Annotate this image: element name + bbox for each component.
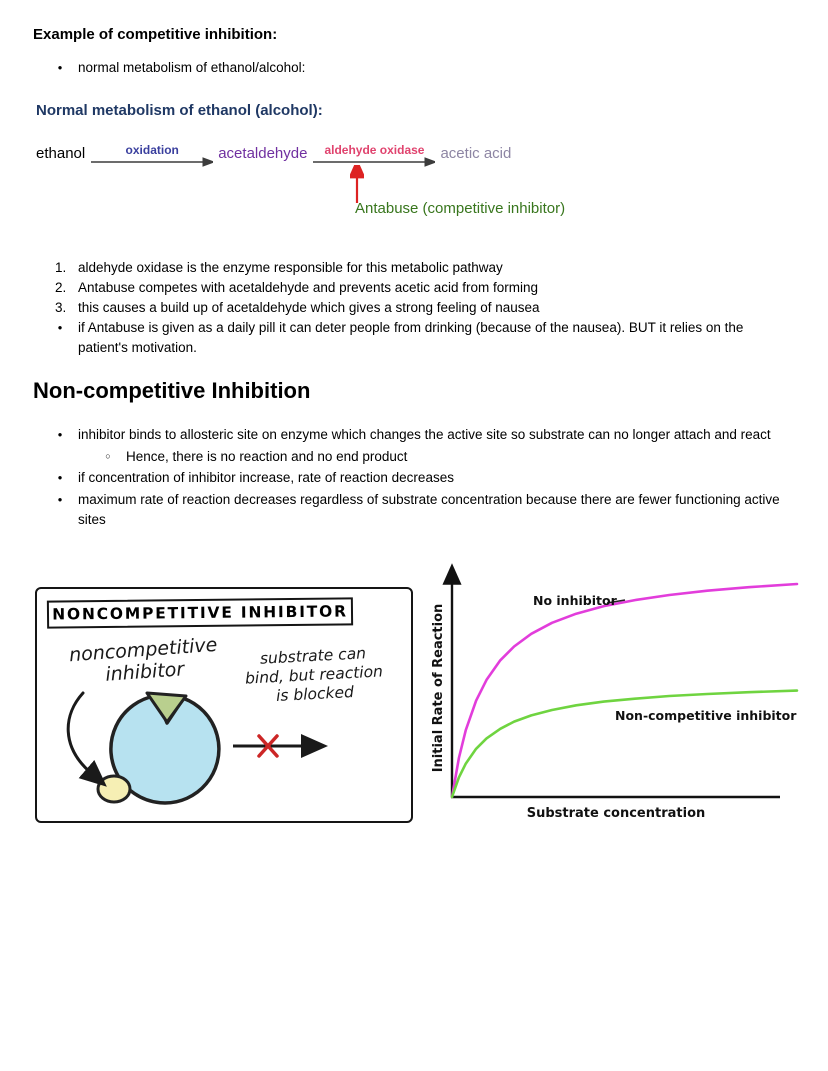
pathway-title: Normal metabolism of ethanol (alcohol): [36,102,323,119]
step2-label: aldehyde oxidase [324,143,425,157]
noncompetitive-list [42,425,790,530]
pathway-substrate: ethanol [36,145,86,162]
curve-no-inhibitor [452,584,797,797]
substrate-note-line2: bind, but reaction [244,662,384,688]
list-item [42,278,790,298]
pathway-row [36,141,776,167]
pathway-step1 [91,143,213,167]
substrate-note [224,642,405,708]
list-item-text: Hence, there is no reaction and no end product [126,449,408,464]
inhibition-up-arrow-icon [350,165,364,205]
inhibitor-label-line2: inhibitor [104,658,185,686]
step1-label: oxidation [125,143,179,157]
list-item-text: if concentration of inhibitor increase, rate of reaction decreases [78,470,454,485]
right-arrow-icon [313,157,435,167]
curve-non-competitive-inhibitor [452,691,797,797]
curved-arrow-icon [68,693,91,773]
intro-list [42,58,305,80]
list-item [42,298,790,318]
inhibitor-label-line1: noncompetitive [68,633,219,667]
right-arrow-icon [91,157,213,167]
bullet-icon [42,490,78,512]
ethanol-pathway-diagram [36,101,776,226]
list-item [42,258,790,278]
bullet-icon [42,468,78,490]
inhibitor-molecule [98,776,130,802]
noncompetitive-heading: Non-competitive Inhibition [33,378,311,403]
list-number: 2. [55,280,67,295]
list-item-text: this causes a build up of acetaldehyde which gives a strong feeling of nausea [78,300,540,315]
list-item-text: if Antabuse is given as a daily pill it can deter people from drinking (because of the nausea). BUT it relies on the patient's motivation. [78,320,744,355]
chart-curves [452,584,797,797]
rate-chart [432,562,804,824]
list-item-text: aldehyde oxidase is the enzyme responsible for this metabolic pathway [78,260,503,275]
bullet-icon [42,318,78,340]
substrate-note-line1: substrate can [259,644,367,668]
list-item [42,447,790,468]
list-item-text: normal metabolism of ethanol/alcohol: [78,60,306,75]
cartoon-title: NONCOMPETITIVE INHIBITOR [47,597,353,628]
pathway-step2 [313,143,435,167]
bullet-icon [42,425,78,447]
inhibitor-caption: Antabuse (competitive inhibitor) [355,200,566,217]
x-axis-label: Substrate concentration [526,806,706,821]
competitive-heading: Example of competitive inhibition: [33,26,278,43]
list-item-text: maximum rate of reaction decreases regardless of substrate concentration because there are fewer functioning active sites [78,492,780,527]
pathway-product: acetic acid [440,145,512,162]
list-number: 3. [55,300,67,315]
list-item [42,58,305,80]
list-item [42,425,790,447]
rate-chart-figure [432,562,804,824]
no-inhibitor-label: No inhibitor [533,593,617,608]
list-item-text: Antabuse competes with acetaldehyde and prevents acetic acid from forming [78,280,539,295]
pathway-intermediate: acetaldehyde [218,145,308,162]
substrate-note-line3: is blocked [275,682,355,705]
list-item [42,318,790,358]
y-axis-label: Initial Rate of Reaction [432,603,446,773]
bullet-icon [42,58,78,80]
list-item [42,468,790,490]
numbered-list [42,258,790,358]
list-number: 1. [55,260,67,275]
list-item [42,490,790,530]
noncompetitive-inhibitor-cartoon [35,587,413,823]
circle-bullet-icon [90,447,126,468]
noncompetitive-inhibitor-label: Non-competitive inhibitor [615,708,797,723]
list-item-text: inhibitor binds to allosteric site on enzyme which changes the active site so substrate can no longer attach and react [78,427,771,442]
